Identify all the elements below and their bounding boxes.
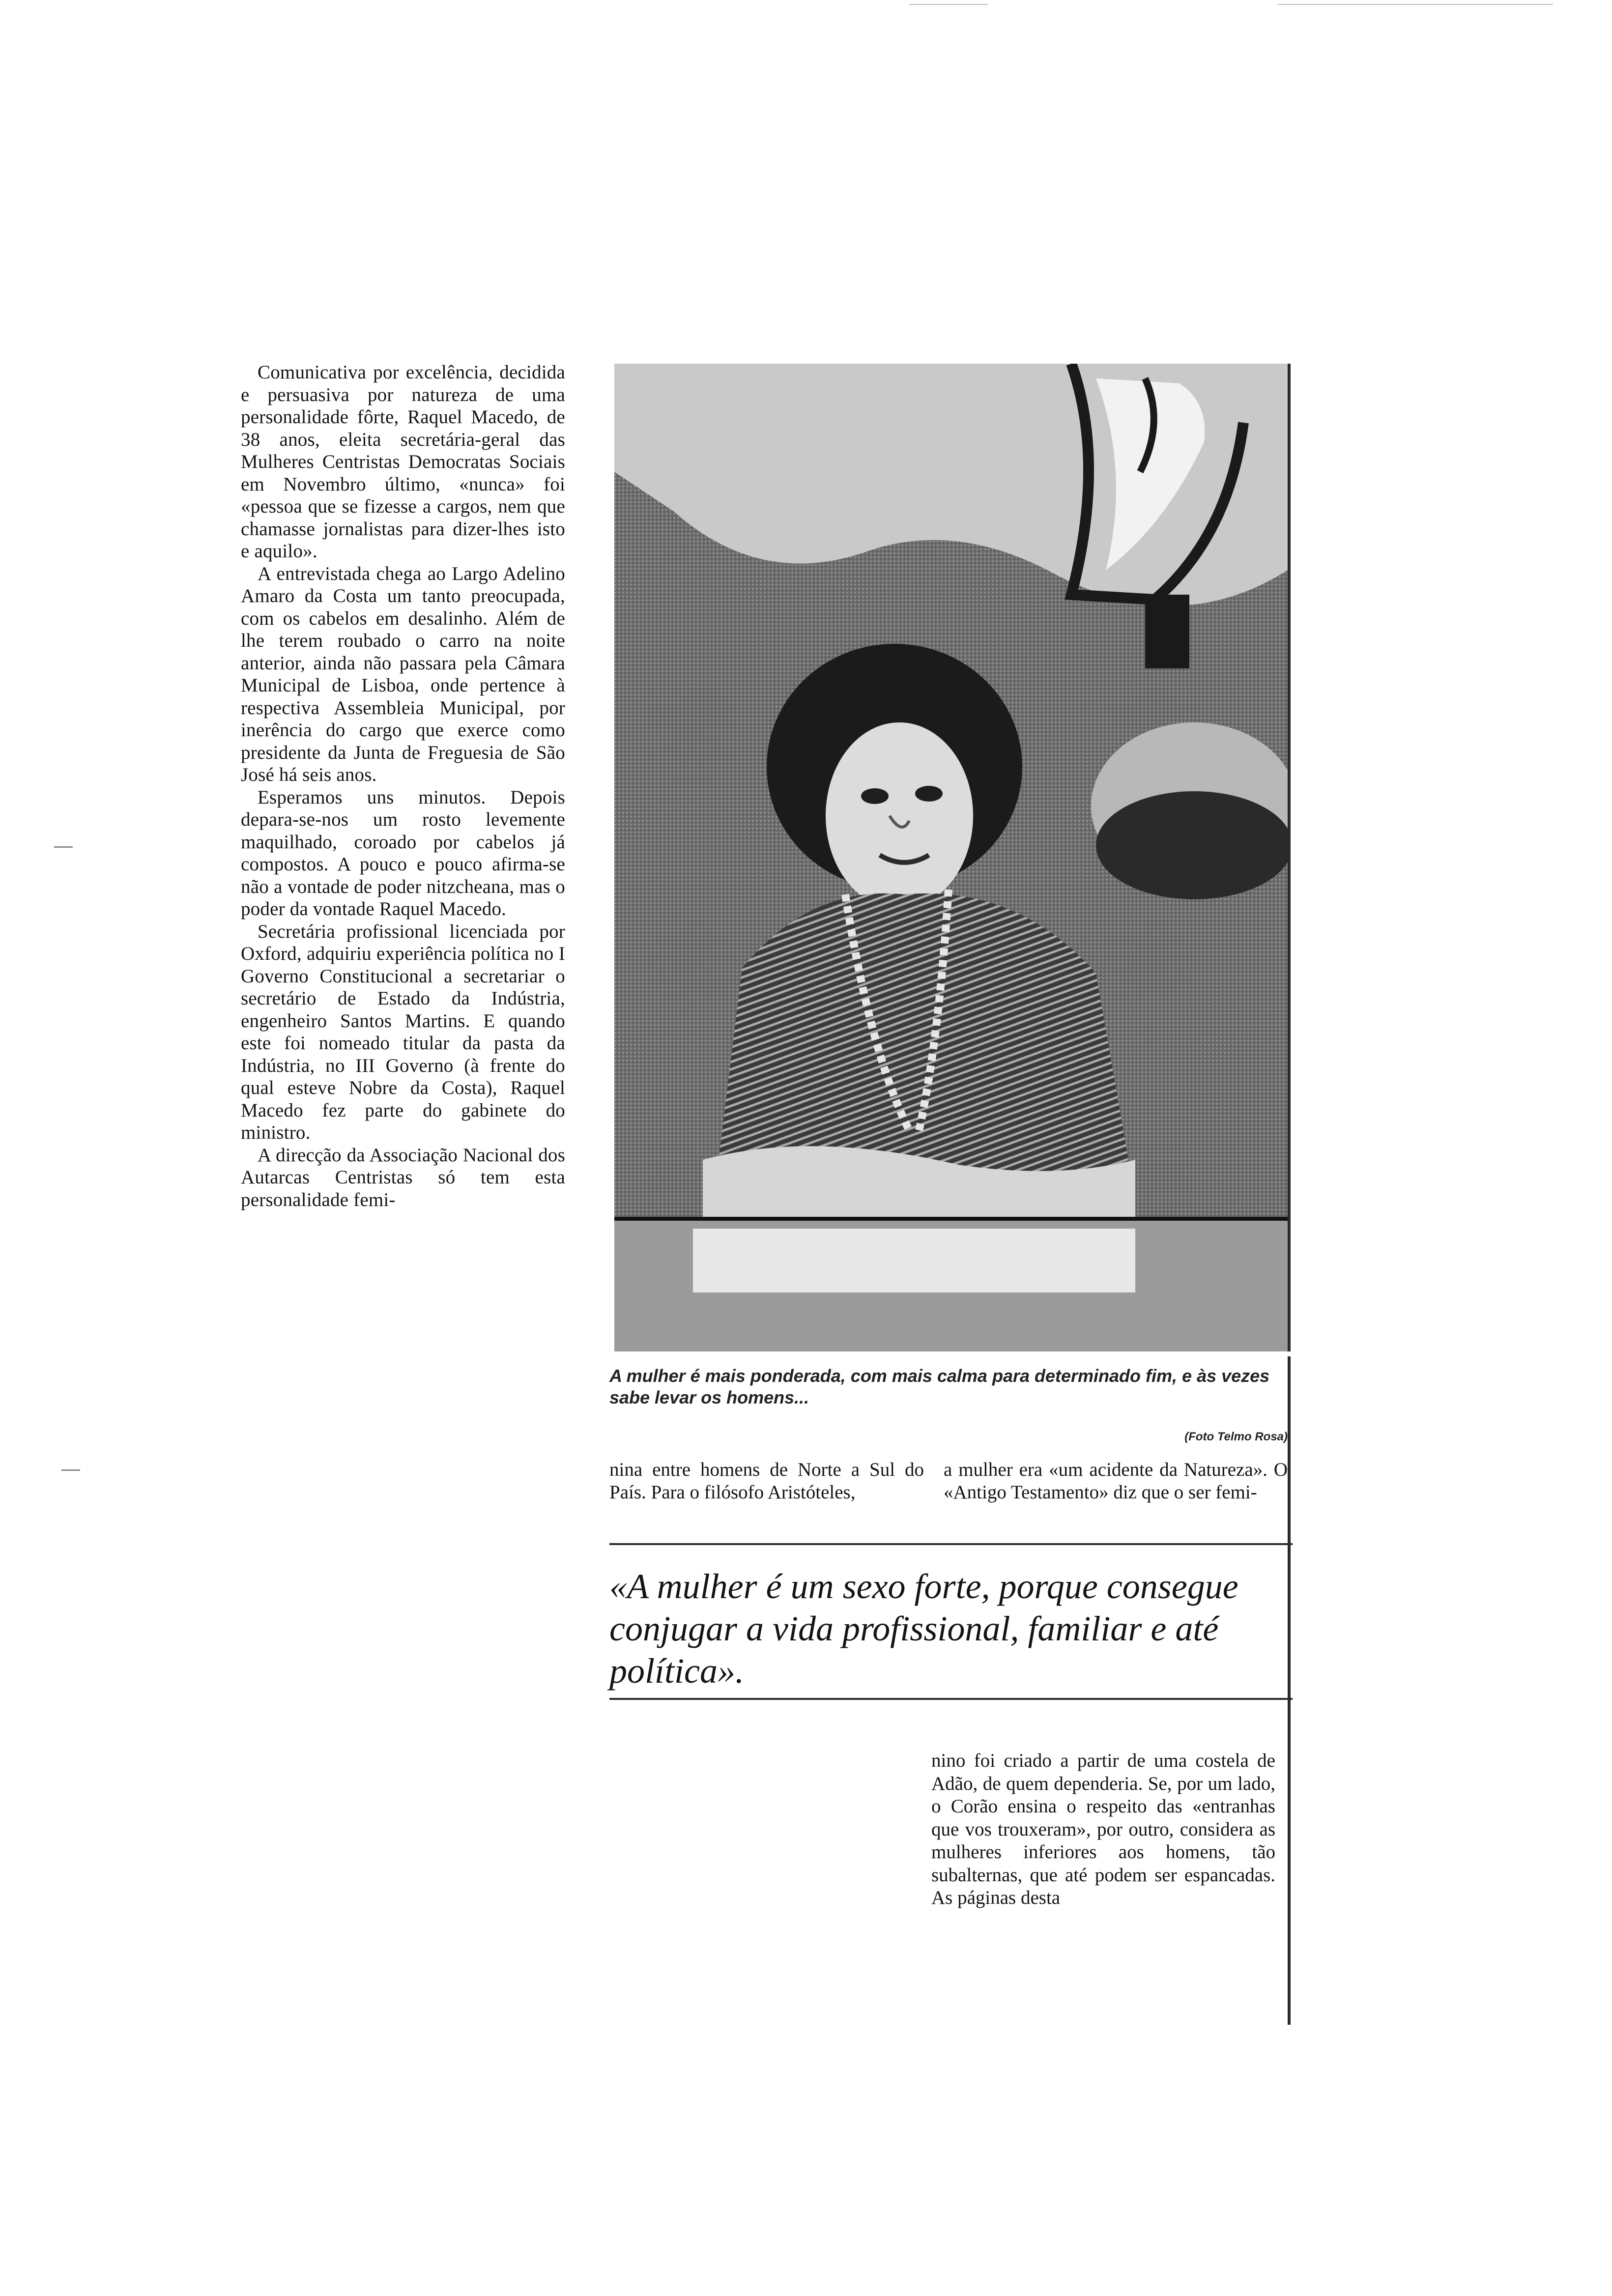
article-paragraph: nina entre homens de Norte a Sul do País. Para o filósofo Aristóteles, [609, 1459, 924, 1503]
pull-quote: «A mulher é um sexo forte, porque consegue conjugar a vida profissional, familiar e até política». [609, 1567, 1238, 1691]
pull-quote-rule-top [609, 1543, 1293, 1545]
column-divider [1288, 1356, 1291, 2025]
photo-caption: A mulher é mais ponderada, com mais calma para determinado fim, e às vezes sabe levar os homens... [609, 1366, 1270, 1407]
margin-tick [61, 1469, 80, 1471]
photo-credit: (Foto Telmo Rosa) [1184, 1430, 1288, 1443]
scan-artifact [909, 4, 988, 5]
article-paragraph: Secretária profissional licenciada por Oxford, adquiriu experiência política no I Governo Constitucional a secretariar o secretário de Estado da Indústria, engenheiro Santos Martins. E quando este foi nomeado titular da pasta da Indústria, no III Governo (à frente do qual esteve Nobre da Costa), Raquel Macedo fez parte do gabinete do ministro. [241, 920, 565, 1143]
margin-tick [54, 846, 73, 848]
portrait-photo-graphic [614, 364, 1288, 1351]
article-column-left [241, 361, 565, 1211]
pull-quote-rule-bottom [609, 1698, 1293, 1700]
article-paragraph: A direcção da Associação Nacional dos Autarcas Centristas só tem esta personalidade femi- [241, 1144, 565, 1210]
article-column-bottom [931, 1750, 1275, 1910]
scan-artifact [1278, 4, 1553, 5]
article-paragraph: Esperamos uns minutos. Depois depara-se-nos um rosto levemente maquilhado, coroado por cabelos já compostos. A pouco e pouco afirma-se não a vontade de poder nitzcheana, mas o poder da vontade Raquel Macedo. [241, 786, 565, 919]
article-paragraph: nino foi criado a partir de uma costela de Adão, de quem dependeria. Se, por um lado, o Corão ensina o respeito das «entranhas que vos trouxeram», por outro, considera as mulheres inferiores aos homens, tão subalternas, que até podem ser espancadas. As páginas desta [931, 1750, 1275, 1908]
article-paragraph: a mulher era «um acidente da Natureza». O «Antigo Testamento» diz que o ser femi- [944, 1459, 1288, 1503]
article-paragraph: A entrevistada chega ao Largo Adelino Amaro da Costa um tanto preocupada, com os cabelos em desalinho. Além de lhe terem roubado o carro na noite anterior, ainda não passara pela Câmara Municipal de Lisboa, onde pertence à respectiva Assembleia Municipal, por inerência do cargo que exerce como presidente da Junta de Freguesia de São José há seis anos. [241, 563, 565, 785]
portrait-photo [614, 364, 1291, 1351]
article-column-mid-b [944, 1459, 1288, 1504]
article-paragraph: Comunicativa por excelência, decidida e persuasiva por natureza de uma personalidade fôrte, Raquel Macedo, de 38 anos, eleita secretária-geral das Mulheres Centristas Democratas Sociais em Novembro último, «nunca» foi «pessoa que se fizesse a cargos, nem que chamasse jornalistas para dizer-lhes isto e aquilo». [241, 362, 565, 562]
article-column-mid-a [609, 1459, 924, 1504]
